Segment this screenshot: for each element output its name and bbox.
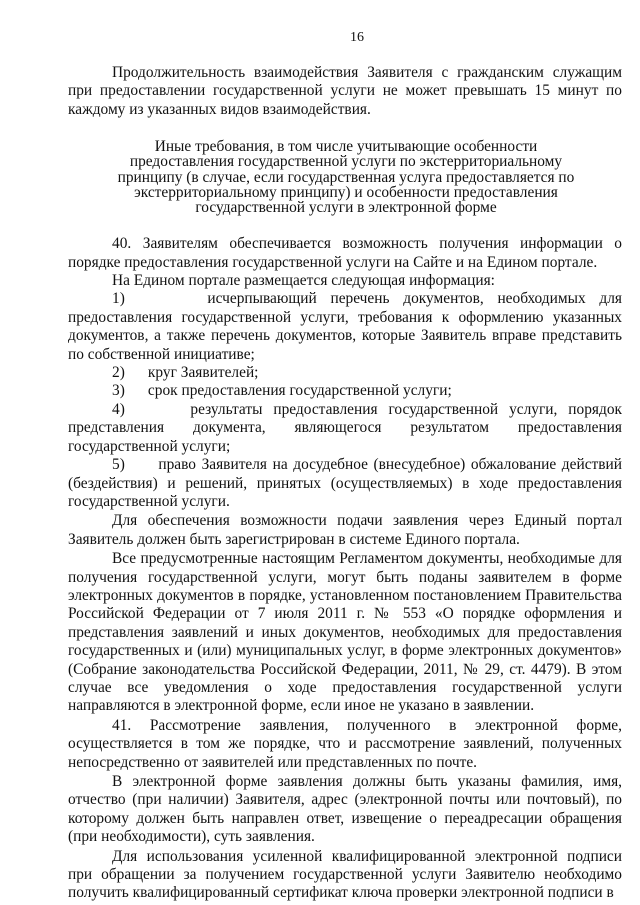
list-item-text: исчерпывающий перечень документов, необходимых для предоставления государственной услуги, требования к оформлению указанных документов, а также перечень документов, которые Заявитель вправе представить по собственной инициативе; — [68, 290, 622, 363]
list-item-number: 2) — [112, 364, 125, 382]
list-item-number: 4) — [112, 400, 125, 418]
heading-line: принципу (в случае, если государственная услуга предоставляется по — [117, 168, 575, 186]
paragraph-electronic-documents: Все предусмотренные настоящим Регламентом документы, необходимые для получения государственной услуги, могут быть поданы заявителем в форме электронных документов в порядке, установленном постановлением Правительства Российской Федерации от 7 июля 2011 г. № 553 «О порядке оформления и представления заявлений и иных документов, необходимых для предоставления государственных и (или) муниципальных услуг, в форме электронных документов» (Собрание законодательства Российской Федерации, 2011, № 29, ст. 4479). В этом случае все уведомления о ходе предоставления государственной услуги направляются в электронной форме, если иное не указано в заявлении. — [68, 550, 622, 715]
paragraph-41: 41. Рассмотрение заявления, полученного в электронной форме, осуществляется в том же порядке, что и рассмотрение заявлений, полученных непосредственно от заявителей или представленных по почте. — [68, 716, 622, 771]
heading-line: государственной услуги в электронной форме — [195, 199, 497, 217]
paragraph-signature: Для использования усиленной квалифицированной электронной подписи при обращении за получением государственной услуги Заявителю необходимо получить квалифицированный сертификат ключа проверки электронной подписи в — [68, 847, 622, 902]
paragraph-40-intro: На Едином портале размещается следующая информация: — [112, 272, 495, 290]
heading-line: экстерриториальному принципу) и особенности предоставления — [134, 183, 558, 201]
page-number: 16 — [350, 30, 364, 45]
section-heading — [68, 139, 622, 215]
list-item-4 — [68, 401, 622, 456]
paragraph-form-fields: В электронной форме заявления должны быть указаны фамилия, имя, отчество (при наличии) Заявителя, адрес (электронной почты или почтовый), по которому должен быть направлен ответ, извещение о переадресации обращения (при необходимости), суть заявления. — [68, 773, 622, 846]
list-item-text: круг Заявителей; — [147, 364, 259, 382]
list-item-text: результаты предоставления государственной услуги, порядок представления документа, являющегося результатом предоставления государственной услуги; — [68, 400, 622, 455]
list-item-number: 3) — [112, 382, 125, 400]
list-item-text: срок предоставления государственной услуги; — [147, 382, 452, 400]
paragraph-40: 40. Заявителям обеспечивается возможность получения информации о порядке предоставления государственной услуги на Сайте и на Едином портале. — [68, 235, 622, 271]
paragraph-duration: Продолжительность взаимодействия Заявителя с гражданским служащим при предоставлении государственной услуги не может превышать 15 минут по каждому из указанных видов взаимодействия. — [68, 64, 622, 118]
heading-line: предоставления государственной услуги по экстерриториальному — [129, 153, 563, 171]
list-item-5 — [68, 456, 622, 511]
heading-line: Иные требования, в том числе учитывающие особенности — [154, 138, 538, 156]
list-item-2 — [68, 364, 622, 382]
list-item-number: 5) — [112, 456, 125, 474]
list-item-3 — [68, 382, 622, 400]
paragraph-portal-registration: Для обеспечения возможности подачи заявления через Единый портал Заявитель должен быть зарегистрирован в системе Единого портала. — [68, 512, 622, 548]
list-item-1 — [68, 290, 622, 364]
list-item-number: 1) — [112, 290, 125, 308]
list-item-text: право Заявителя на досудебное (внесудебное) обжалование действий (бездействия) и решений, принятых (осуществляемых) в ходе предоставления государственной услуги. — [68, 456, 622, 510]
